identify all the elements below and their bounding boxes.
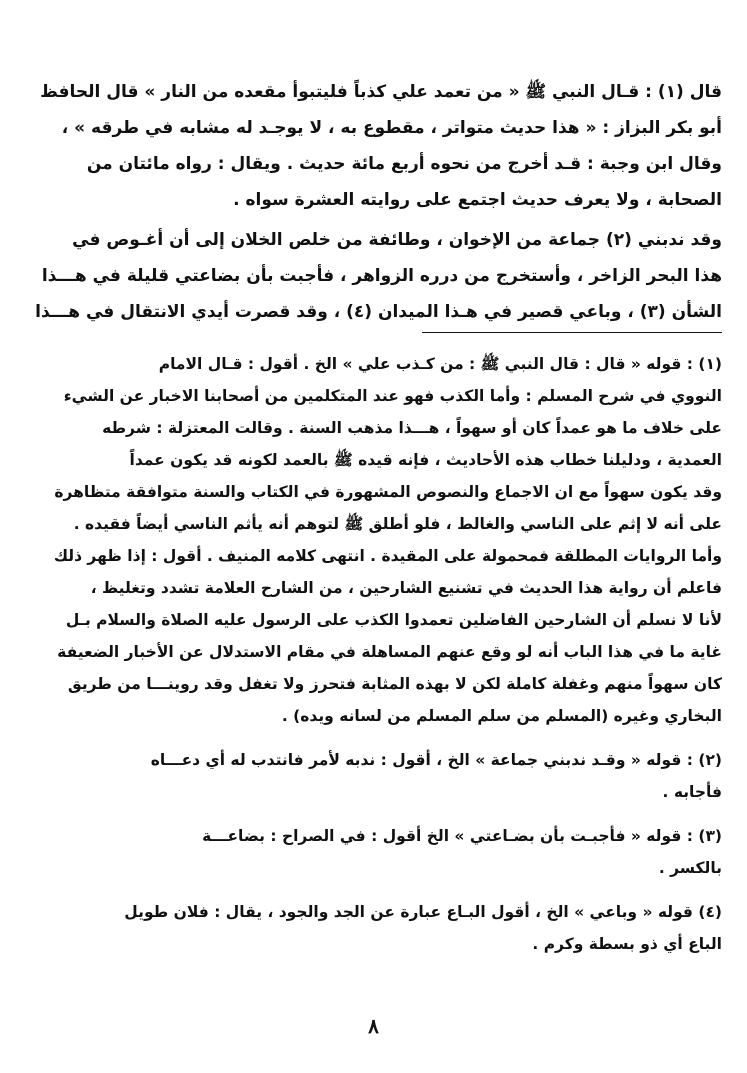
- footnote-line: النووي في شرح المسلم : وأما الكذب فهو عند المتكلمين من أصحابنا الاخبار عن الشيء: [63, 387, 722, 405]
- footnote-line: على خلاف ما هو عمداً كان أو سهواً ، هـــذا مذهب السنة . وقالت المعتزلة : شرطه: [102, 419, 722, 437]
- main-text-line: وقال ابن وجبة : قـد أخرج من نحوه أربع مائة حديث . ويقال : رواه مائتان من: [86, 154, 722, 174]
- page-number: ٨: [368, 1014, 379, 1038]
- footnote-line: (٢) : قوله « وقـد ندبني جماعة » الخ ، أقول : ندبه لأمر فانتدب له أي دعـــاه: [150, 751, 722, 769]
- footnote-line: (١) : قوله « قال : قال النبي ﷺ : من كـذب علي » الخ . أقول : قـال الامام: [158, 355, 722, 373]
- footnote-line: فأجابه .: [662, 783, 722, 801]
- footnote-3: [82, 820, 722, 884]
- footnote-line: على أنه لا إثم على الناسي والغالط ، فلو أطلق ﷺ لتوهم أنه يأثم الناسي أيضاً فقيده .: [73, 515, 722, 533]
- footnote-gap: [82, 732, 722, 744]
- footnote-gap: [82, 884, 722, 896]
- footnote-line: وقد يكون سهواً مع ان الاجماع والنصوص المشهورة في الكتاب والسنة متوافقة متظاهرة: [54, 483, 722, 501]
- footnote-line: كان سهواً منهم وغفلة كاملة لكن لا بهذه المثابة فتحرز ولا تغفل وقد روينـــا من طريق: [67, 675, 722, 693]
- footnote-2: [82, 744, 722, 808]
- main-text-line: الشأن (٣) ، وباعي قصير في هـذا الميدان (٤) ، وقد قصرت أيدي الانتقال في هـــذا: [35, 302, 722, 322]
- footnotes: [53, 348, 722, 960]
- main-text-line: الصحابة ، ولا يعرف حديث اجتمع على روايته العشرة سواه .: [233, 190, 722, 210]
- main-text-line: أبو بكر البزاز : « هذا حديث متواتر ، مقطوع به ، لا يوجـد له مشابه في طرقه » ،: [61, 118, 722, 138]
- footnote-line: البخاري وغيره (المسلم من سلم المسلم من لسانه ويده) .: [281, 707, 722, 725]
- footnote-line: (٤) قوله « وباعي » الخ ، أقول البـاع عبارة عن الجد والجود ، يقال : فلان طويل: [124, 903, 722, 921]
- main-text-line: هذا البحر الزاخر ، وأستخرج من درره الزواهر ، فأجبت بأن بضاعتي قليلة في هـــذا: [41, 266, 722, 286]
- footnote-line: وأما الروايات المطلقة فمحمولة على المقيدة . انتهى كلامه المنيف . أقول : إذا ظهر ذلك: [53, 547, 722, 565]
- main-text-line: وقد ندبني (٢) جماعة من الإخوان ، وطائفة من خلص الخلان إلى أن أغـوص في: [72, 230, 722, 250]
- footnote-separator: [422, 332, 722, 333]
- footnote-line: لأنا لا نسلم أن الشارحين الفاضلين تعمدوا الكذب على الرسول عليه الصلاة والسلام بـل: [65, 611, 722, 629]
- footnote-line: (٣) : قوله « فأجبـت بأن بضـاعتي » الخ أقول : في الصراح : بضاعـــة: [202, 827, 722, 845]
- main-text-line: قال (١) : قـال النبي ﷺ « من تعمد علي كذباً فليتبوأ مقعده من النار » قال الحافظ: [40, 82, 722, 102]
- footnote-line: فاعلم أن رواية هذا الحديث في تشنيع الشارحين ، من الشارح العلامة تشدد وتغليظ ،: [90, 579, 722, 597]
- footnote-line: الباع أي ذو بسطة وكرم .: [532, 935, 722, 953]
- footnote-line: بالكسر .: [658, 859, 722, 877]
- footnote-1: [53, 348, 722, 732]
- main-text: [35, 74, 722, 330]
- footnote-line: غاية ما في هذا الباب أنه لو وقع عنهم المساهلة في مقام الاستدلال عن الأخبار الضعيفة: [57, 643, 722, 661]
- footnote-4: [82, 896, 722, 960]
- footnote-gap: [82, 808, 722, 820]
- footnote-line: العمدية ، ودليلنا خطاب هذه الأحاديث ، فإنه قيده ﷺ بالعمد لكونه قد يكون عمداً: [129, 451, 722, 469]
